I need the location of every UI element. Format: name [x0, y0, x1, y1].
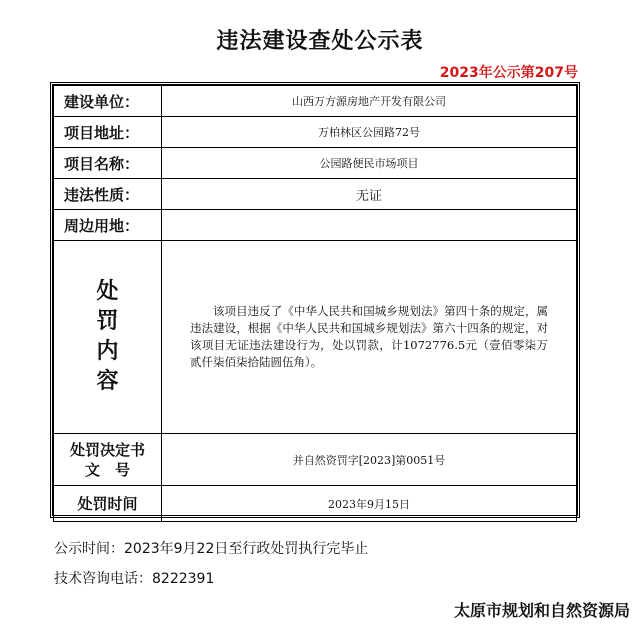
value-construction-unit: 山西万方源房地产开发有限公司	[162, 86, 577, 117]
label-decision-number	[54, 434, 162, 486]
publicity-time: 公示时间：2023年9月22日至行政处罚执行完毕止	[54, 541, 369, 557]
value-project-address: 万柏林区公园路72号	[162, 117, 577, 148]
value-project-name: 公园路便民市场项目	[162, 148, 577, 179]
label-char: 容	[96, 369, 119, 394]
label-line: 文 号	[84, 460, 130, 479]
label-surroundings: 周边用地：	[54, 210, 162, 241]
value-surroundings	[162, 210, 577, 241]
label-char: 内	[96, 339, 119, 364]
page-title: 违法建设查处公示表	[216, 29, 424, 54]
row-surroundings	[54, 210, 577, 241]
value-violation-nature: 无证	[162, 179, 577, 210]
label-penalty-content	[54, 241, 162, 434]
value-penalty-content: 该项目违反了《中华人民共和国城乡规划法》第四十条的规定，属违法建设，根据《中华人民共和国城乡规划法》第六十四条的规定，对该项目无证违法建设行为，处以罚款，计1072776.5元（壹佰零柒万贰仟柒佰柒拾陆圆伍角）。	[162, 241, 577, 434]
issuing-authority: 太原市规划和自然资源局	[453, 601, 630, 620]
label-line: 处罚决定书	[69, 440, 145, 459]
row-project-name	[54, 148, 577, 179]
row-construction-unit	[54, 86, 577, 117]
label-construction-unit: 建设单位：	[54, 86, 162, 117]
row-violation-nature	[54, 179, 577, 210]
row-project-address	[54, 117, 577, 148]
value-decision-number: 并自然资罚字[2023]第0051号	[162, 434, 577, 486]
consult-phone: 技术咨询电话：8222391	[54, 571, 215, 587]
label-violation-nature: 违法性质：	[54, 179, 162, 210]
label-char: 罚	[96, 309, 119, 334]
row-penalty-time	[54, 486, 577, 522]
label-project-address: 项目地址：	[54, 117, 162, 148]
row-decision-number	[54, 434, 577, 486]
label-project-name: 项目名称：	[54, 148, 162, 179]
label-char: 处	[96, 279, 119, 304]
document-number: 2023年公示第207号	[439, 65, 578, 81]
row-penalty-content	[54, 241, 577, 434]
label-penalty-time: 处罚时间	[54, 486, 162, 522]
publicity-table	[50, 82, 580, 518]
value-penalty-time: 2023年9月15日	[162, 486, 577, 522]
